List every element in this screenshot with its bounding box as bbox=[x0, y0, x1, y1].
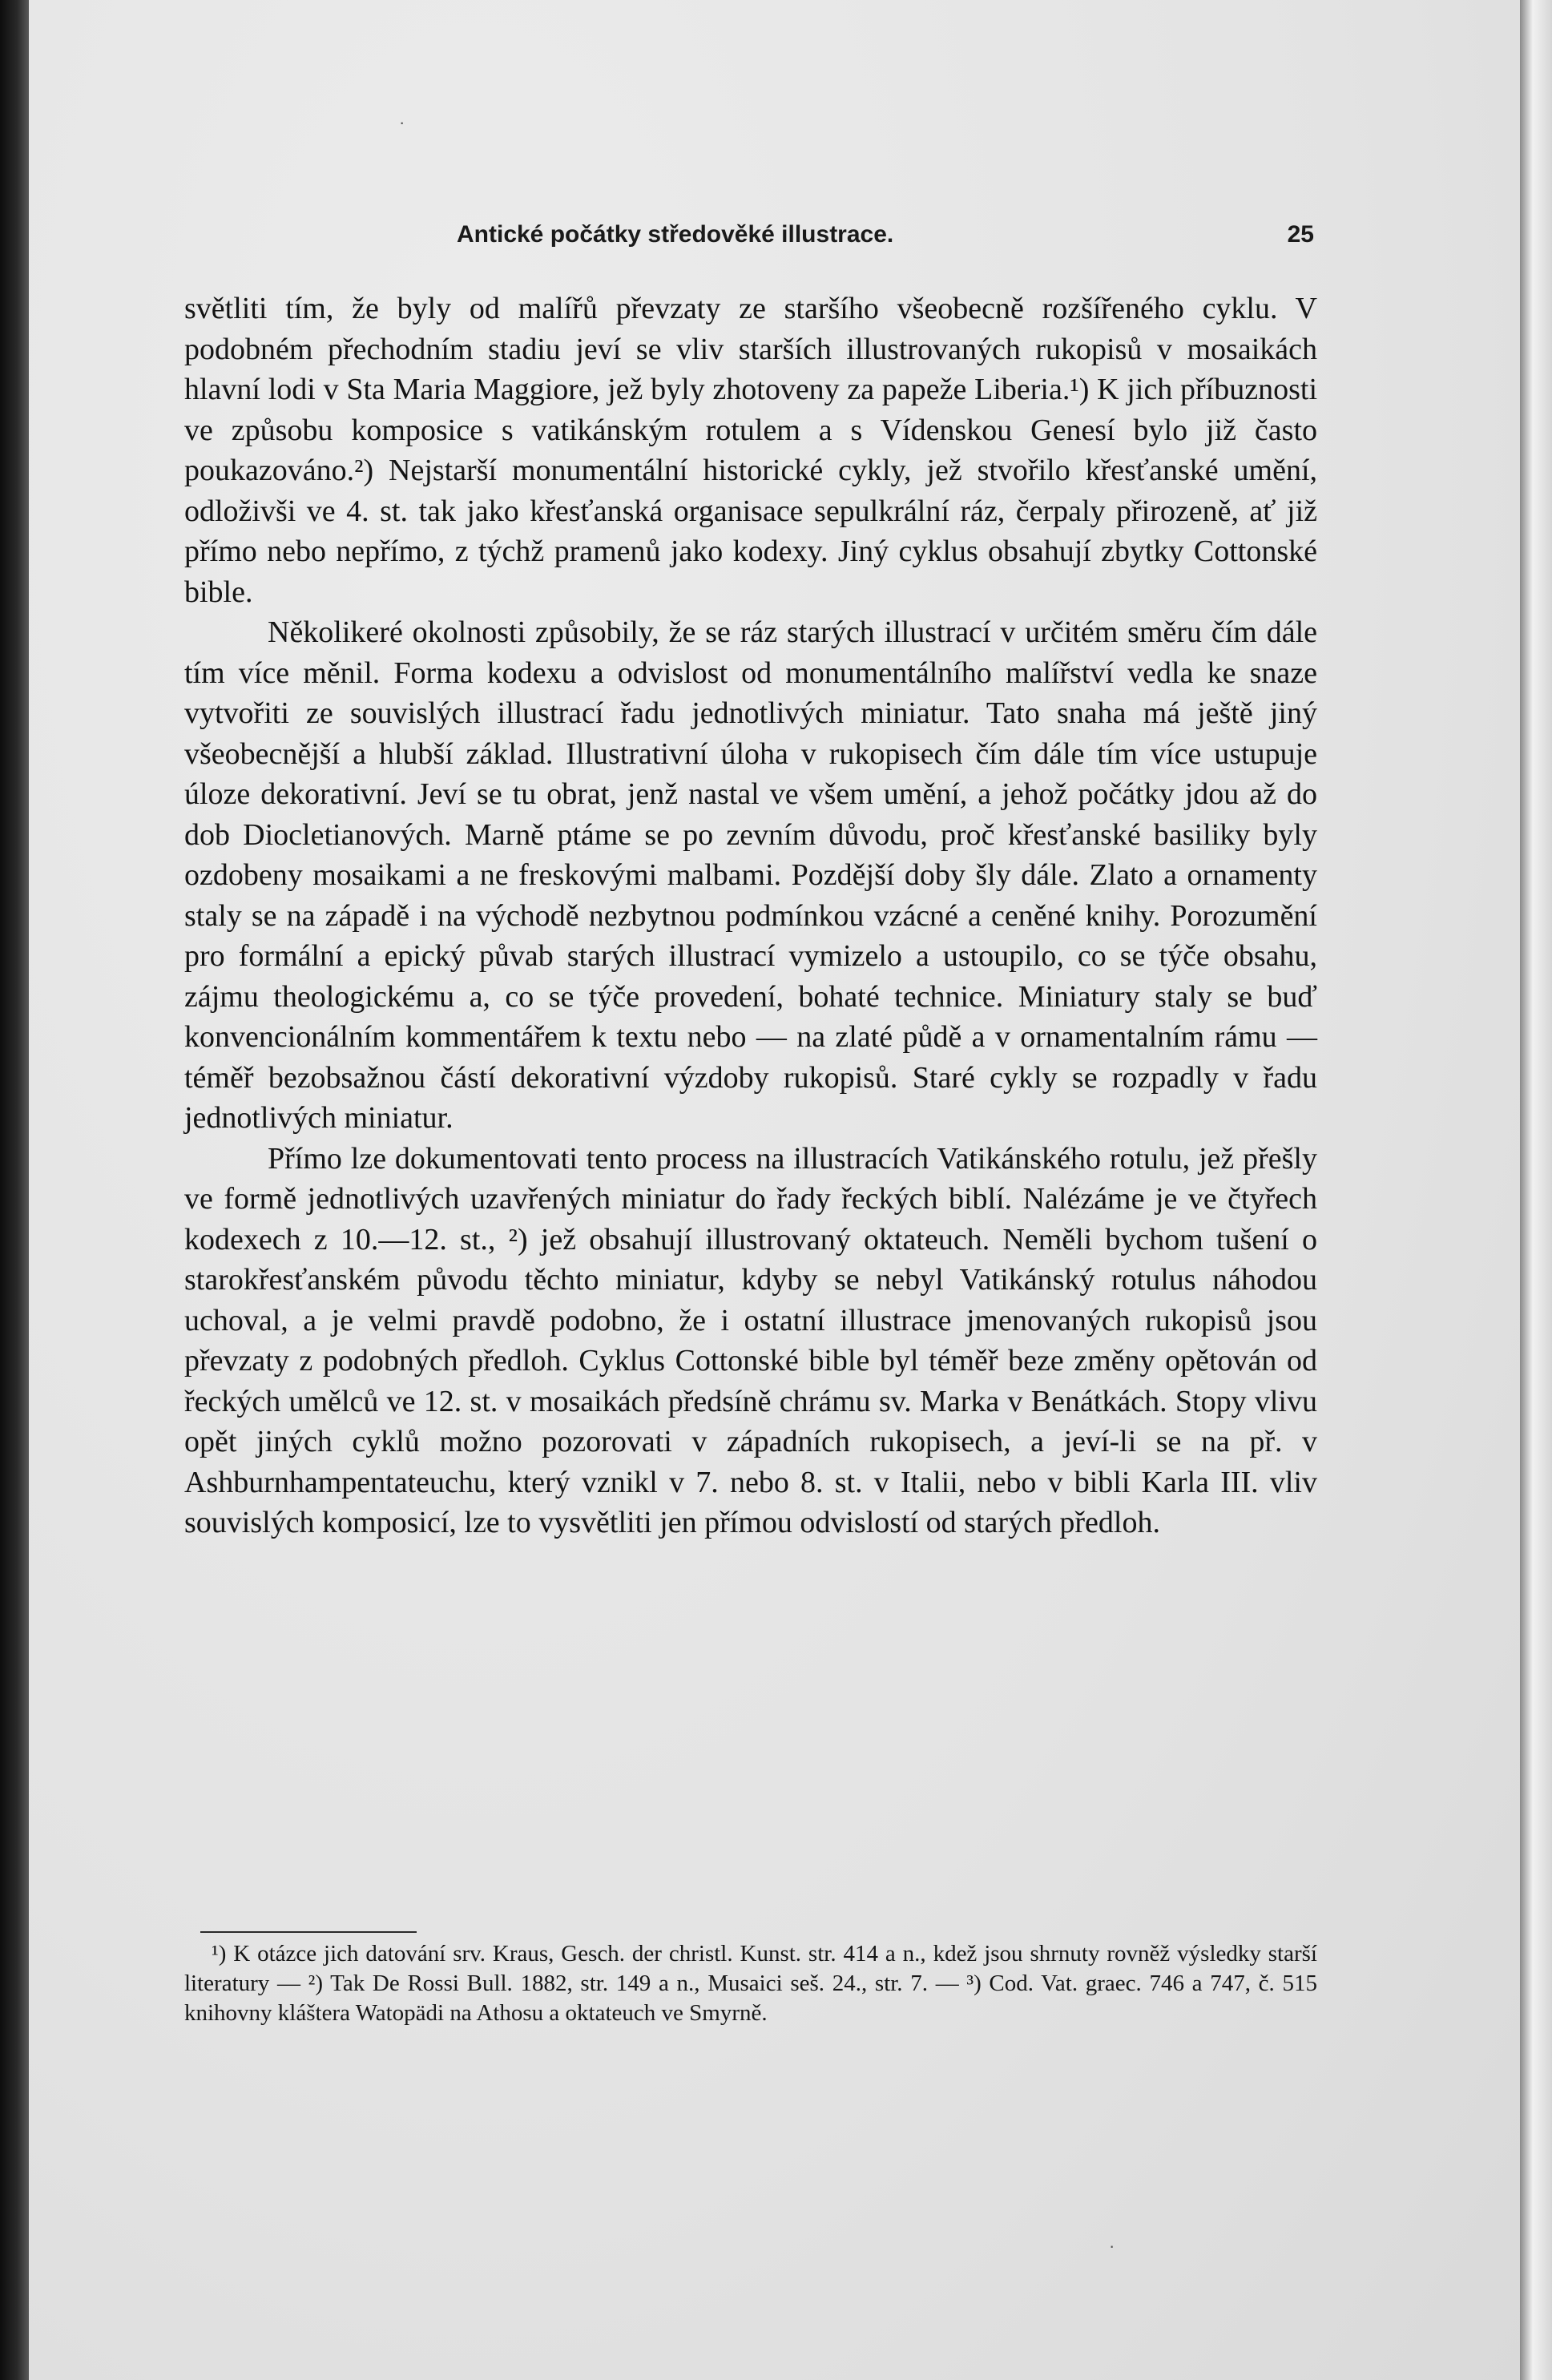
print-speck: · bbox=[1109, 2236, 1115, 2256]
paragraph-2: Několikeré okolnosti způsobily, že se ráz starých illustrací v určitém směru čím dále tím více měnil. Forma kodexu a odvislost od monumentálního malířství vedla ke snaze vytvořiti ze souvislých illustrací řadu jednotlivých miniatur. Tato snaha má ještě jiný všeobecnější a hlubší základ. Illustrativní úloha v rukopisech čím dále tím více ustupuje úloze dekorativní. Jeví se tu obrat, jenž nastal ve všem umění, a jehož počátky jdou až do dob Diocletianových. Marně ptáme se po zevním důvodu, proč křesťanské basiliky byly ozdobeny mosaikami a ne freskovými malbami. Pozdější doby šly dále. Zlato a ornamenty staly se na západě i na východě nezbytnou podmínkou vzácné a ceněné knihy. Porozumění pro formální a epický půvab starých illustrací vymizelo a ustoupilo, co se týče obsahu, zájmu theologickému a, co se týče provedení, bohaté technice. Miniatury staly se buď konvencionálním kommentářem k textu nebo — na zlaté půdě a v ornamentalním rámu — téměř bezobsažnou částí dekorativní výzdoby rukopisů. Staré cykly se rozpadly v řadu jednotlivých miniatur. bbox=[184, 615, 1317, 1135]
paragraph-1: světliti tím, že byly od malířů převzaty ze staršího všeobecně rozšířeného cyklu. V podobném přechodním stadiu jeví se vliv starších illustrovaných rukopisů v mosaikách hlavní lodi v Sta Maria Maggiore, jež byly zhotoveny za papeže Liberia.¹) K jich příbuznosti ve způsobu komposice s vatikánským rotulem a s Vídenskou Genesí bylo již často poukazováno.²) Nejstarší monumentální historické cykly, jež stvořilo křesťanské umění, odloživši ve 4. st. tak jako křesťanská organisace sepulkrální ráz, čerpaly přirozeně, ať již přímo nebo nepřímo, z týchž pramenů jako kodexy. Jiný cyklus obsahují zbytky Cottonské bible. bbox=[184, 292, 1317, 609]
footnote-separator bbox=[200, 1931, 417, 1933]
page-edge-right bbox=[1520, 0, 1552, 2380]
print-speck: · bbox=[399, 112, 405, 132]
running-title: Antické počátky středověké illustrace. bbox=[457, 221, 894, 248]
paragraph-3: Přímo lze dokumentovati tento process na illustracích Vatikánského rotulu, jež přešly ve formě jednotlivých uzavřených miniatur do řady řeckých biblí. Nalézáme je ve čtyřech kodexech z 10.—12. st., ²) jež obsahují illustrovaný oktateuch. Neměli bychom tušení o starokřesťanském původu těchto miniatur, kdyby se nebyl Vatikánský rotulus náhodou uchoval, a je velmi pravdě podobno, že i ostatní illustrace jmenovaných rukopisů jsou převzaty z podobných předloh. Cyklus Cottonské bible byl téměř beze změny opětován od řeckých umělců ve 12. st. v mosaikách předsíně chrámu sv. Marka v Benátkách. Stopy vlivu opět jiných cyklů možno pozorovati v západních rukopisech, a jeví-li se na př. v Ashburnhampentateuchu, který vznikl v 7. nebo 8. st. v Italii, nebo v bibli Karla III. vliv souvislých komposicí, lze to vysvětliti jen přímou odvislostí od starých předloh. bbox=[184, 1141, 1317, 1539]
footnote-text: ¹) K otázce jich datování srv. Kraus, Gesch. der christl. Kunst. str. 414 a n., kdež jsou shrnuty rovněž výsledky starší literatury — ²) Tak De Rossi Bull. 1882, str. 149 a n., Musaici seš. 24., str. 7. — ³) Cod. Vat. graec. 746 a 747, č. 515 knihovny kláštera Watopädi na Athosu a oktateuch ve Smyrně. bbox=[184, 1941, 1317, 2026]
page-header bbox=[184, 218, 1314, 255]
page-number: 25 bbox=[1287, 221, 1314, 248]
footnotes bbox=[184, 1939, 1317, 2028]
page-shadow-left bbox=[0, 0, 29, 2380]
main-text bbox=[184, 288, 1317, 1543]
